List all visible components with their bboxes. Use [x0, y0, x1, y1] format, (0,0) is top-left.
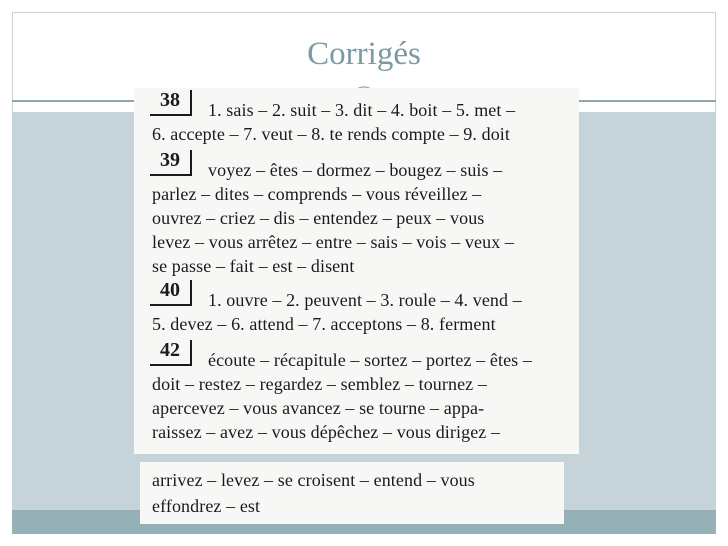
- exercise-42-line-3: apercevez – vous avancez – se tourne – appa-: [152, 398, 485, 418]
- exercise-number-box: 39: [154, 150, 192, 176]
- exercise-number-box: 38: [154, 90, 192, 116]
- continuation-line-1: arrivez – levez – se croisent – entend – vous: [152, 470, 475, 490]
- exercise-42-line-2: doit – restez – regardez – semblez – tournez –: [152, 374, 487, 394]
- exercise-42-line-1: écoute – récapitule – sortez – portez – êtes –: [208, 350, 532, 370]
- continuation-line-2: effondrez – est: [152, 496, 261, 516]
- exercise-number-box: 42: [154, 340, 192, 366]
- answer-key-scan: [134, 88, 579, 454]
- exercise-38-line-2: 6. accepte – 7. veut – 8. te rends compte – 9. doit: [152, 124, 510, 144]
- exercise-39-line-1: voyez – êtes – dormez – bougez – suis –: [208, 160, 503, 180]
- exercise-39-line-4: levez – vous arrêtez – entre – sais – vois – veux –: [152, 232, 514, 252]
- exercise-39-line-3: ouvrez – criez – dis – entendez – peux – vous: [152, 208, 485, 228]
- exercise-39-line-2: parlez – dites – comprends – vous réveillez –: [152, 184, 482, 204]
- exercise-number-box: 40: [154, 280, 192, 306]
- exercise-39-line-5: se passe – fait – est – disent: [152, 256, 355, 276]
- exercise-38-line-1: 1. sais – 2. suit – 3. dit – 4. boit – 5. met –: [208, 100, 516, 120]
- answer-key-continuation-scan: [140, 462, 564, 524]
- exercise-40-line-1: 1. ouvre – 2. peuvent – 3. roule – 4. vend –: [208, 290, 522, 310]
- exercise-42-line-4: raissez – avez – vous dépêchez – vous dirigez –: [152, 422, 501, 442]
- exercise-40-line-2: 5. devez – 6. attend – 7. acceptons – 8. ferment: [152, 314, 496, 334]
- slide-title: Corrigés: [307, 36, 421, 72]
